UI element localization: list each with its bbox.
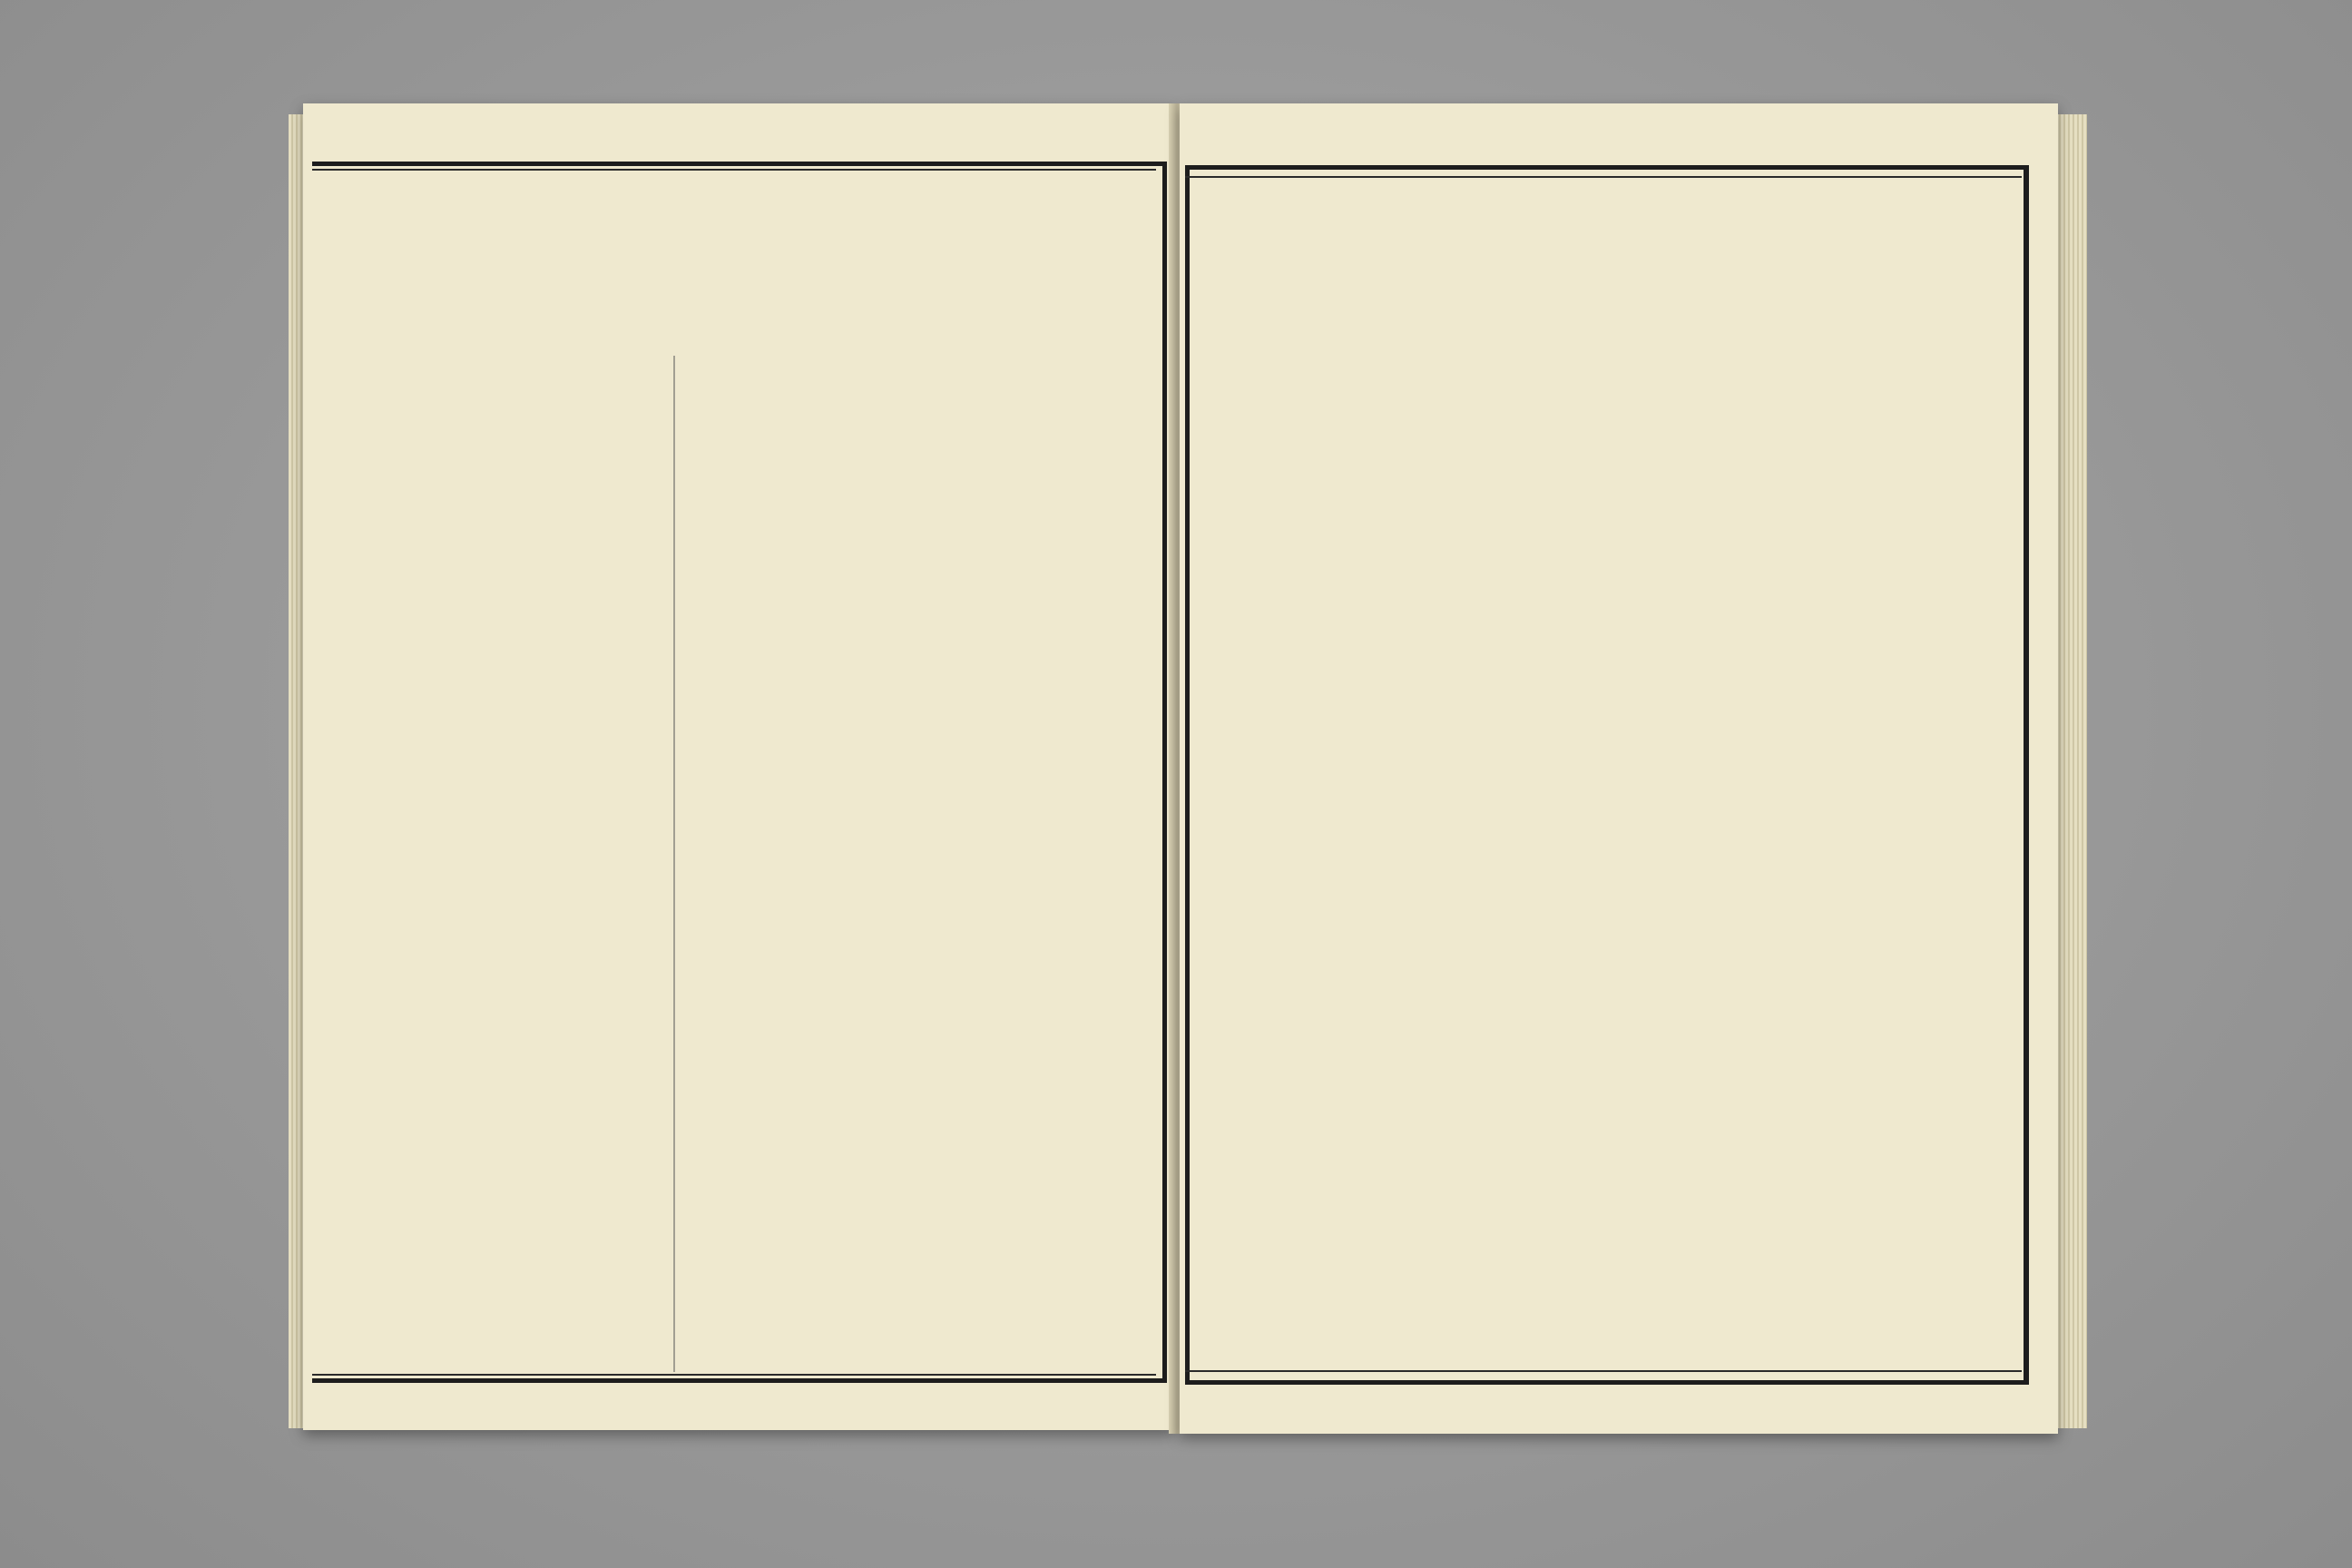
left-inner-rule-bottom xyxy=(312,1374,1156,1376)
left-inner-rule-top xyxy=(312,169,1156,171)
right-column-4 xyxy=(1739,372,1798,1370)
left-column-1 xyxy=(1085,372,1145,1370)
left-section-divider xyxy=(673,356,675,1372)
right-note-1 xyxy=(1933,178,1987,377)
right-column-6 xyxy=(1608,372,1668,1370)
left-note-1 xyxy=(1109,174,1145,356)
right-column-10 xyxy=(1347,372,1406,1370)
right-column-2 xyxy=(1869,372,1929,1370)
right-note-3 xyxy=(1465,178,1501,332)
left-column-7 xyxy=(613,426,673,681)
left-column-6 xyxy=(679,372,739,935)
right-column-1 xyxy=(1935,372,1994,1370)
right-note-4 xyxy=(1221,178,1258,314)
left-column-3 xyxy=(947,372,1007,1370)
right-inner-rule-top xyxy=(1185,176,2022,178)
left-column-4 xyxy=(880,372,940,1370)
left-note-4 xyxy=(352,174,388,338)
right-column-3 xyxy=(1804,372,1864,1370)
left-column-2 xyxy=(1016,372,1076,1370)
left-column-5 xyxy=(813,372,873,1370)
right-column-11 xyxy=(1281,372,1341,1370)
right-column-12 xyxy=(1216,372,1276,1370)
left-column-10 xyxy=(481,372,541,1370)
right-note-2 xyxy=(1737,178,1773,323)
right-column-9 xyxy=(1412,372,1472,1370)
left-column-9 xyxy=(548,372,608,1370)
left-note-2 xyxy=(548,174,612,383)
right-page-edges xyxy=(2056,114,2087,1428)
right-column-8 xyxy=(1477,372,1537,1370)
right-inner-rule-bottom xyxy=(1185,1370,2022,1372)
left-column-11 xyxy=(414,372,474,1370)
right-column-5 xyxy=(1673,372,1733,1370)
left-column-8 xyxy=(613,1016,673,1198)
left-note-3 xyxy=(454,174,526,383)
right-column-7 xyxy=(1543,372,1602,1370)
